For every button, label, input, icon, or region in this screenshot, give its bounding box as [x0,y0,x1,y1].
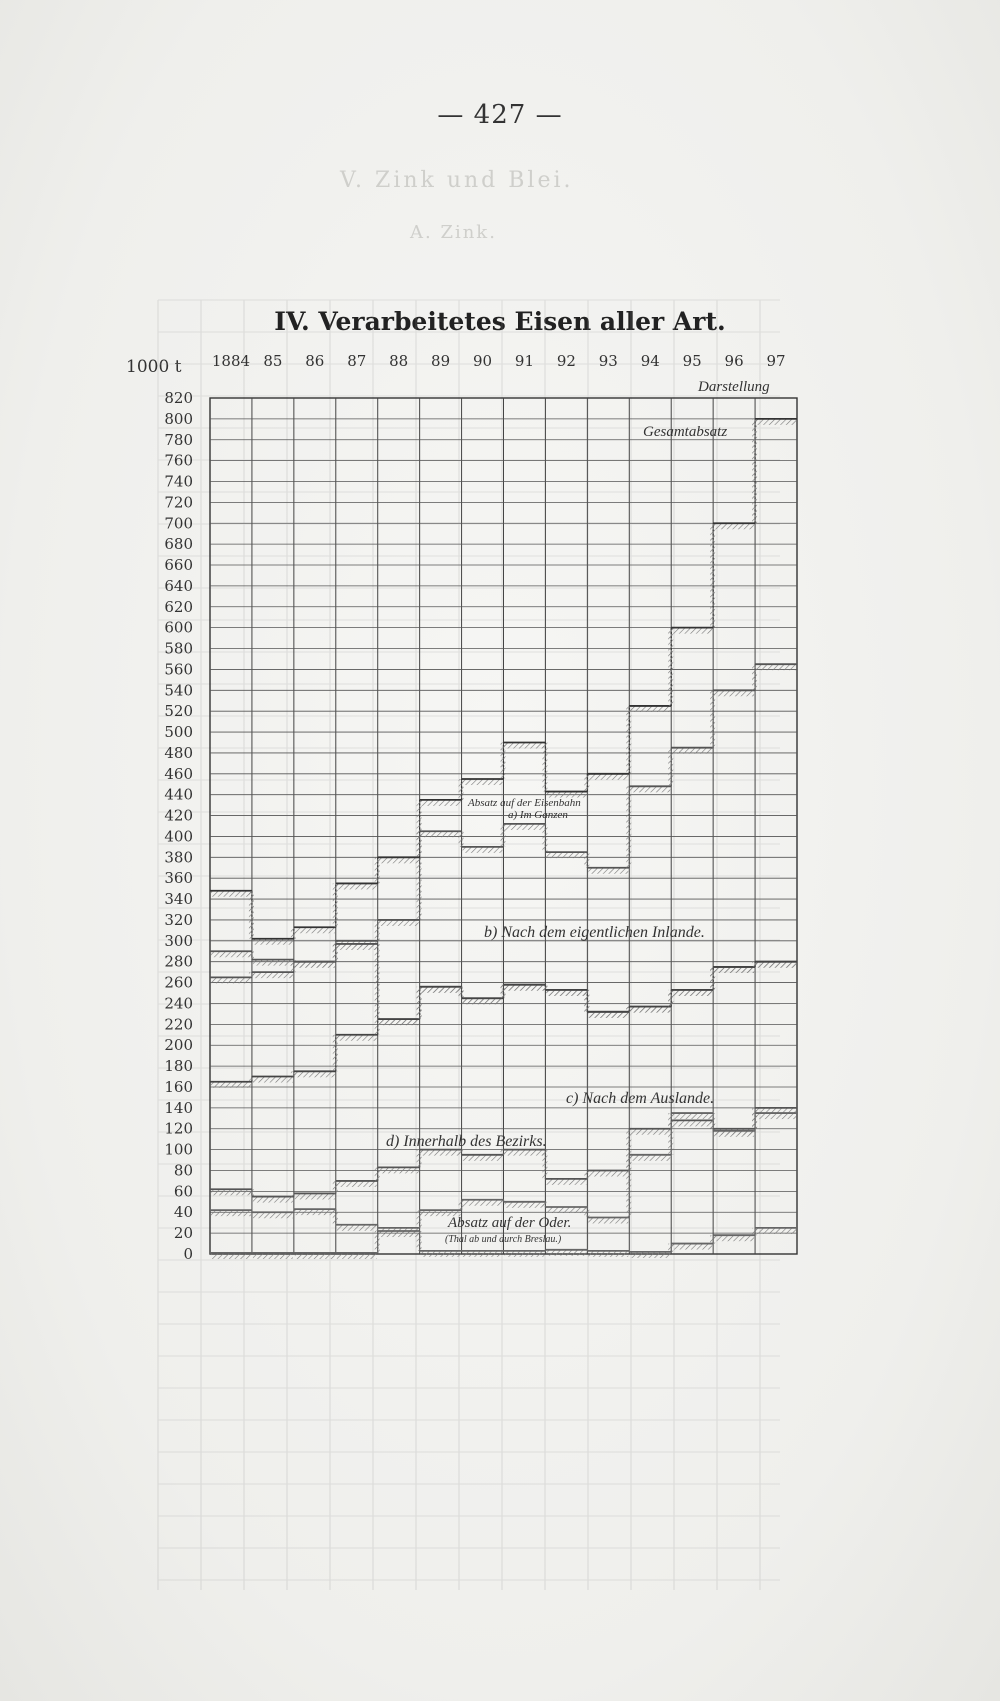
series-hatch-band [463,779,503,785]
series-hatch-band [211,951,251,957]
y-tick-label: 120 [164,1119,193,1138]
y-tick-label: 780 [164,430,193,449]
series-hatch-band [295,927,335,933]
y-tick-label: 760 [164,451,193,470]
series-hatch-band [714,523,754,529]
series-hatch-band [672,990,712,996]
x-tick-label: 85 [263,352,283,370]
series-riser-hatch [417,831,422,920]
series-riser-hatch [249,1189,254,1196]
bleed-through-grid [158,300,780,1590]
series-hatch-band [463,847,503,853]
series-riser-hatch [249,891,254,939]
bleed-through-heading: V. Zink und Blei. [340,168,574,193]
y-tick-label: 600 [164,618,193,637]
x-tick-label: 93 [598,352,618,370]
series-hatch-band [756,962,796,968]
series-hatch-band [588,774,628,780]
series-hatch-band [421,800,461,806]
series-hatch-band [379,920,419,926]
y-tick-label: 640 [164,576,193,595]
series-riser-hatch [459,831,464,847]
y-tick-label: 440 [164,785,193,804]
y-axis-unit-label: 1000 t [126,357,182,377]
series-hatch-band [505,985,545,991]
series-hatch-band [211,891,251,897]
y-tick-label: 320 [164,910,193,929]
series-hatch-band [756,664,796,670]
series-riser-hatch [375,944,380,1019]
series-hatch-band [253,960,293,966]
y-tick-label: 700 [164,514,193,533]
x-tick-label: 86 [305,352,325,370]
y-tick-label: 580 [164,639,193,658]
y-tick-label: 400 [164,827,193,846]
series-hatch-band [588,868,628,874]
y-tick-label: 160 [164,1077,193,1096]
y-tick-label: 680 [164,535,193,554]
series-hatch-band [463,998,503,1004]
series-hatch-band [421,831,461,837]
annotation-gesamtabsatz: Gesamtabsatz [643,424,728,440]
y-tick-label: 360 [164,869,193,888]
y-tick-label: 220 [164,1015,193,1034]
page-number: — 427 — [437,100,563,130]
series-riser-hatch [584,852,589,868]
annotation-ausland: c) Nach dem Auslande. [566,1090,715,1107]
y-tick-label: 740 [164,472,193,491]
chart-title: IV. Verarbeitetes Eisen aller Art. [274,307,726,336]
x-tick-label: 94 [640,352,660,370]
series-riser-hatch [459,987,464,998]
series-riser-hatch [542,1150,547,1179]
annotation-oder-note: (Thal ab und durch Breslau.) [445,1234,562,1245]
y-tick-label: 60 [173,1182,193,1201]
series-hatch-band [253,939,293,945]
annotation-oder: Absatz auf der Oder. [448,1215,572,1231]
y-tick-label: 280 [164,952,193,971]
y-tick-label: 300 [164,931,193,950]
bleed-through-subheading: A. Zink. [410,222,497,243]
series-hatch-band [211,977,251,983]
series-hatch-band [546,852,586,858]
y-tick-label: 240 [164,994,193,1013]
y-tick-label: 200 [164,1036,193,1055]
y-tick-label: 80 [173,1161,193,1180]
series-riser-hatch [584,1207,589,1217]
series-riser-hatch [668,628,673,706]
y-tick-label: 420 [164,806,193,825]
series-riser-hatch [752,419,757,523]
series-riser-hatch [710,1113,715,1131]
y-tick-label: 340 [164,890,193,909]
y-tick-label: 20 [173,1224,193,1243]
series-riser-hatch [584,990,589,1012]
series-hatch-band [337,944,377,950]
series-hatch-band [505,824,545,830]
series-hatch-band [253,972,293,978]
series-riser-hatch [542,824,547,852]
series-hatch-band [714,967,754,973]
x-tick-label: 88 [389,352,409,370]
series-riser-hatch [710,523,715,627]
y-tick-label: 820 [164,389,193,407]
y-tick-label: 480 [164,743,193,762]
y-tick-label: 100 [164,1140,193,1159]
x-tick-label: 96 [724,352,744,370]
annotation-im-ganzen: a) Im Ganzen [508,809,568,821]
series-riser-hatch [626,786,631,867]
series-hatch-band [630,1007,670,1013]
series-hatch-band [714,690,754,696]
x-tick-label: 97 [766,352,786,370]
x-tick-label: 91 [514,352,535,370]
y-tick-label: 540 [164,681,193,700]
x-tick-label: 90 [472,352,493,370]
series-hatch-band [295,962,335,968]
annotation-inland: b) Nach dem eigentlichen Inlande. [484,924,705,941]
series-hatch-band [337,883,377,889]
series-riser-hatch [626,706,631,774]
series-hatch-band [505,742,545,748]
annotation-darstellung: Darstellung [698,379,770,395]
y-tick-label: 800 [164,409,193,428]
series-hatch-band [672,748,712,754]
series-hatch-band [630,786,670,792]
series-hatch-band [588,1012,628,1018]
series-hatch-band [379,857,419,863]
y-tick-label: 0 [183,1245,193,1263]
y-tick-label: 380 [164,848,193,867]
x-tick-label: 92 [556,352,576,370]
y-tick-label: 460 [164,764,193,783]
y-tick-label: 180 [164,1057,193,1076]
series-hatch-band [546,990,586,996]
annotation-eisenbahn: Absatz auf der Eisenbahn [468,797,581,809]
x-tick-label: 1884 [211,352,251,370]
x-tick-label: 89 [431,352,451,370]
y-tick-label: 720 [164,493,193,512]
series-hatch-band [630,706,670,712]
y-tick-label: 500 [164,723,193,742]
annotation-bezirk: d) Innerhalb des Bezirks. [386,1133,547,1150]
series-riser-hatch [710,690,715,747]
series-hatch-band [672,628,712,634]
series-riser-hatch [417,1231,422,1251]
y-tick-label: 260 [164,973,193,992]
y-tick-label: 140 [164,1098,193,1117]
y-tick-label: 40 [173,1203,193,1222]
series-riser-hatch [542,742,547,791]
series-riser-hatch [333,883,338,927]
series-riser-hatch [249,951,254,959]
x-tick-label: 95 [682,352,702,370]
series-riser-hatch [668,1113,673,1155]
series-hatch-band [421,987,461,993]
series-riser-hatch [626,1155,631,1218]
y-tick-label: 620 [164,597,193,616]
y-tick-label: 560 [164,660,193,679]
series-riser-hatch [333,1209,338,1225]
series-hatch-band [379,1019,419,1025]
y-tick-label: 660 [164,556,193,575]
x-tick-label: 87 [347,352,367,370]
y-tick-label: 520 [164,702,193,721]
